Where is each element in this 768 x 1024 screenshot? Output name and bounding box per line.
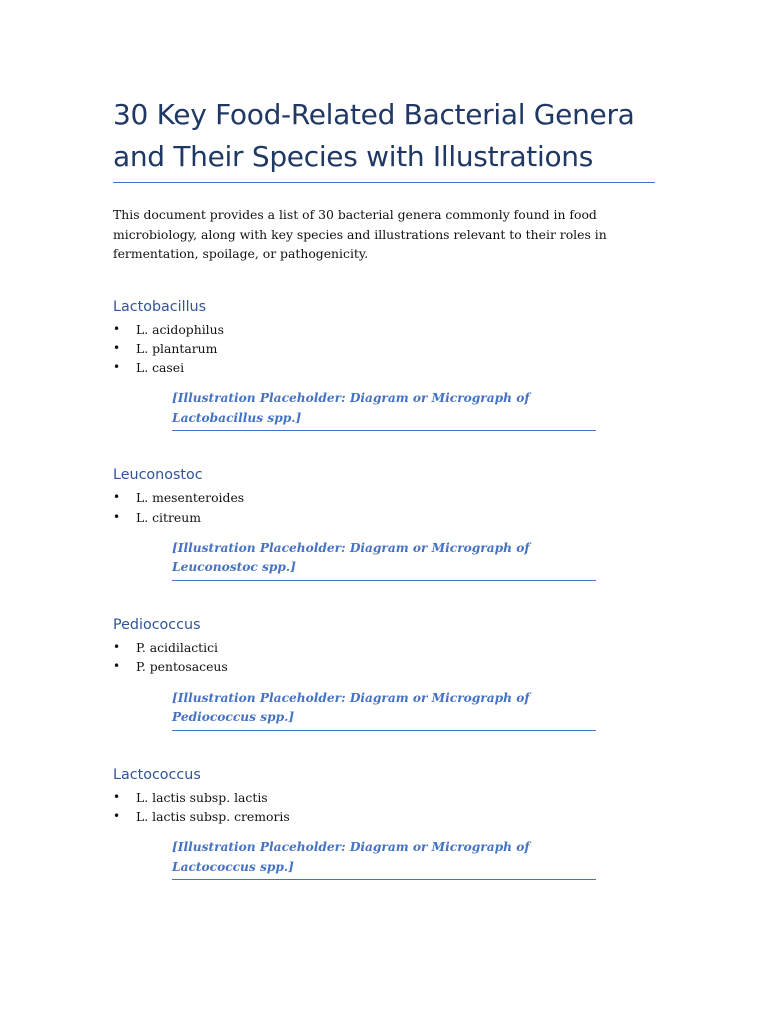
species-item — [113, 358, 655, 377]
species-name: P. pentosaceus — [136, 659, 228, 675]
species-item — [113, 488, 655, 507]
species-list — [113, 638, 655, 677]
bullet-icon: • — [113, 808, 121, 823]
species-item — [113, 638, 655, 657]
genus-section-leuconostoc — [113, 465, 655, 581]
genus-section-lactobacillus — [113, 297, 655, 432]
bullet-icon: • — [113, 360, 121, 375]
bullet-icon: • — [113, 639, 121, 654]
intro-paragraph: This document provides a list of 30 bacterial genera commonly found in food microbiology, along with key species and illustrations relevant to their roles in fermentation, spoilage, or pathogenicity. — [113, 207, 607, 261]
document-page — [113, 0, 655, 880]
species-name: L. plantarum — [136, 340, 218, 356]
illustration-placeholder: [Illustration Placeholder: Diagram or Micrograph of Lactococcus spp.] — [172, 838, 596, 880]
species-item — [113, 788, 655, 807]
species-name: L. lactis subsp. cremoris — [136, 808, 290, 824]
illustration-placeholder: [Illustration Placeholder: Diagram or Micrograph of Lactobacillus spp.] — [172, 389, 596, 431]
species-item — [113, 320, 655, 339]
species-name: L. casei — [136, 360, 185, 376]
genus-heading: Lactococcus — [113, 766, 201, 783]
genus-section-lactococcus — [113, 765, 655, 881]
bullet-icon: • — [113, 789, 121, 804]
genus-heading: Lactobacillus — [113, 298, 207, 315]
species-name: L. citreum — [136, 509, 201, 525]
bullet-icon: • — [113, 340, 121, 355]
genus-section-pediococcus — [113, 615, 655, 731]
document-title: 30 Key Food-Related Bacterial Genera and Their Species with Illustrations — [113, 98, 635, 173]
bullet-icon: • — [113, 659, 121, 674]
illustration-placeholder: [Illustration Placeholder: Diagram or Micrograph of Leuconostoc spp.] — [172, 539, 596, 581]
species-item — [113, 807, 655, 826]
species-name: P. acidilactici — [136, 639, 219, 655]
species-name: L. mesenteroides — [136, 490, 245, 506]
species-name: L. acidophilus — [136, 321, 224, 337]
species-item — [113, 508, 655, 527]
bullet-icon: • — [113, 321, 121, 336]
species-item — [113, 339, 655, 358]
species-list — [113, 788, 655, 827]
bullet-icon: • — [113, 490, 121, 505]
species-item — [113, 657, 655, 676]
species-name: L. lactis subsp. lactis — [136, 789, 268, 805]
species-list — [113, 488, 655, 527]
genus-heading: Pediococcus — [113, 616, 201, 633]
illustration-placeholder: [Illustration Placeholder: Diagram or Micrograph of Pediococcus spp.] — [172, 689, 596, 731]
genus-heading: Leuconostoc — [113, 467, 203, 484]
title-underline — [113, 182, 655, 183]
species-list — [113, 320, 655, 378]
bullet-icon: • — [113, 509, 121, 524]
